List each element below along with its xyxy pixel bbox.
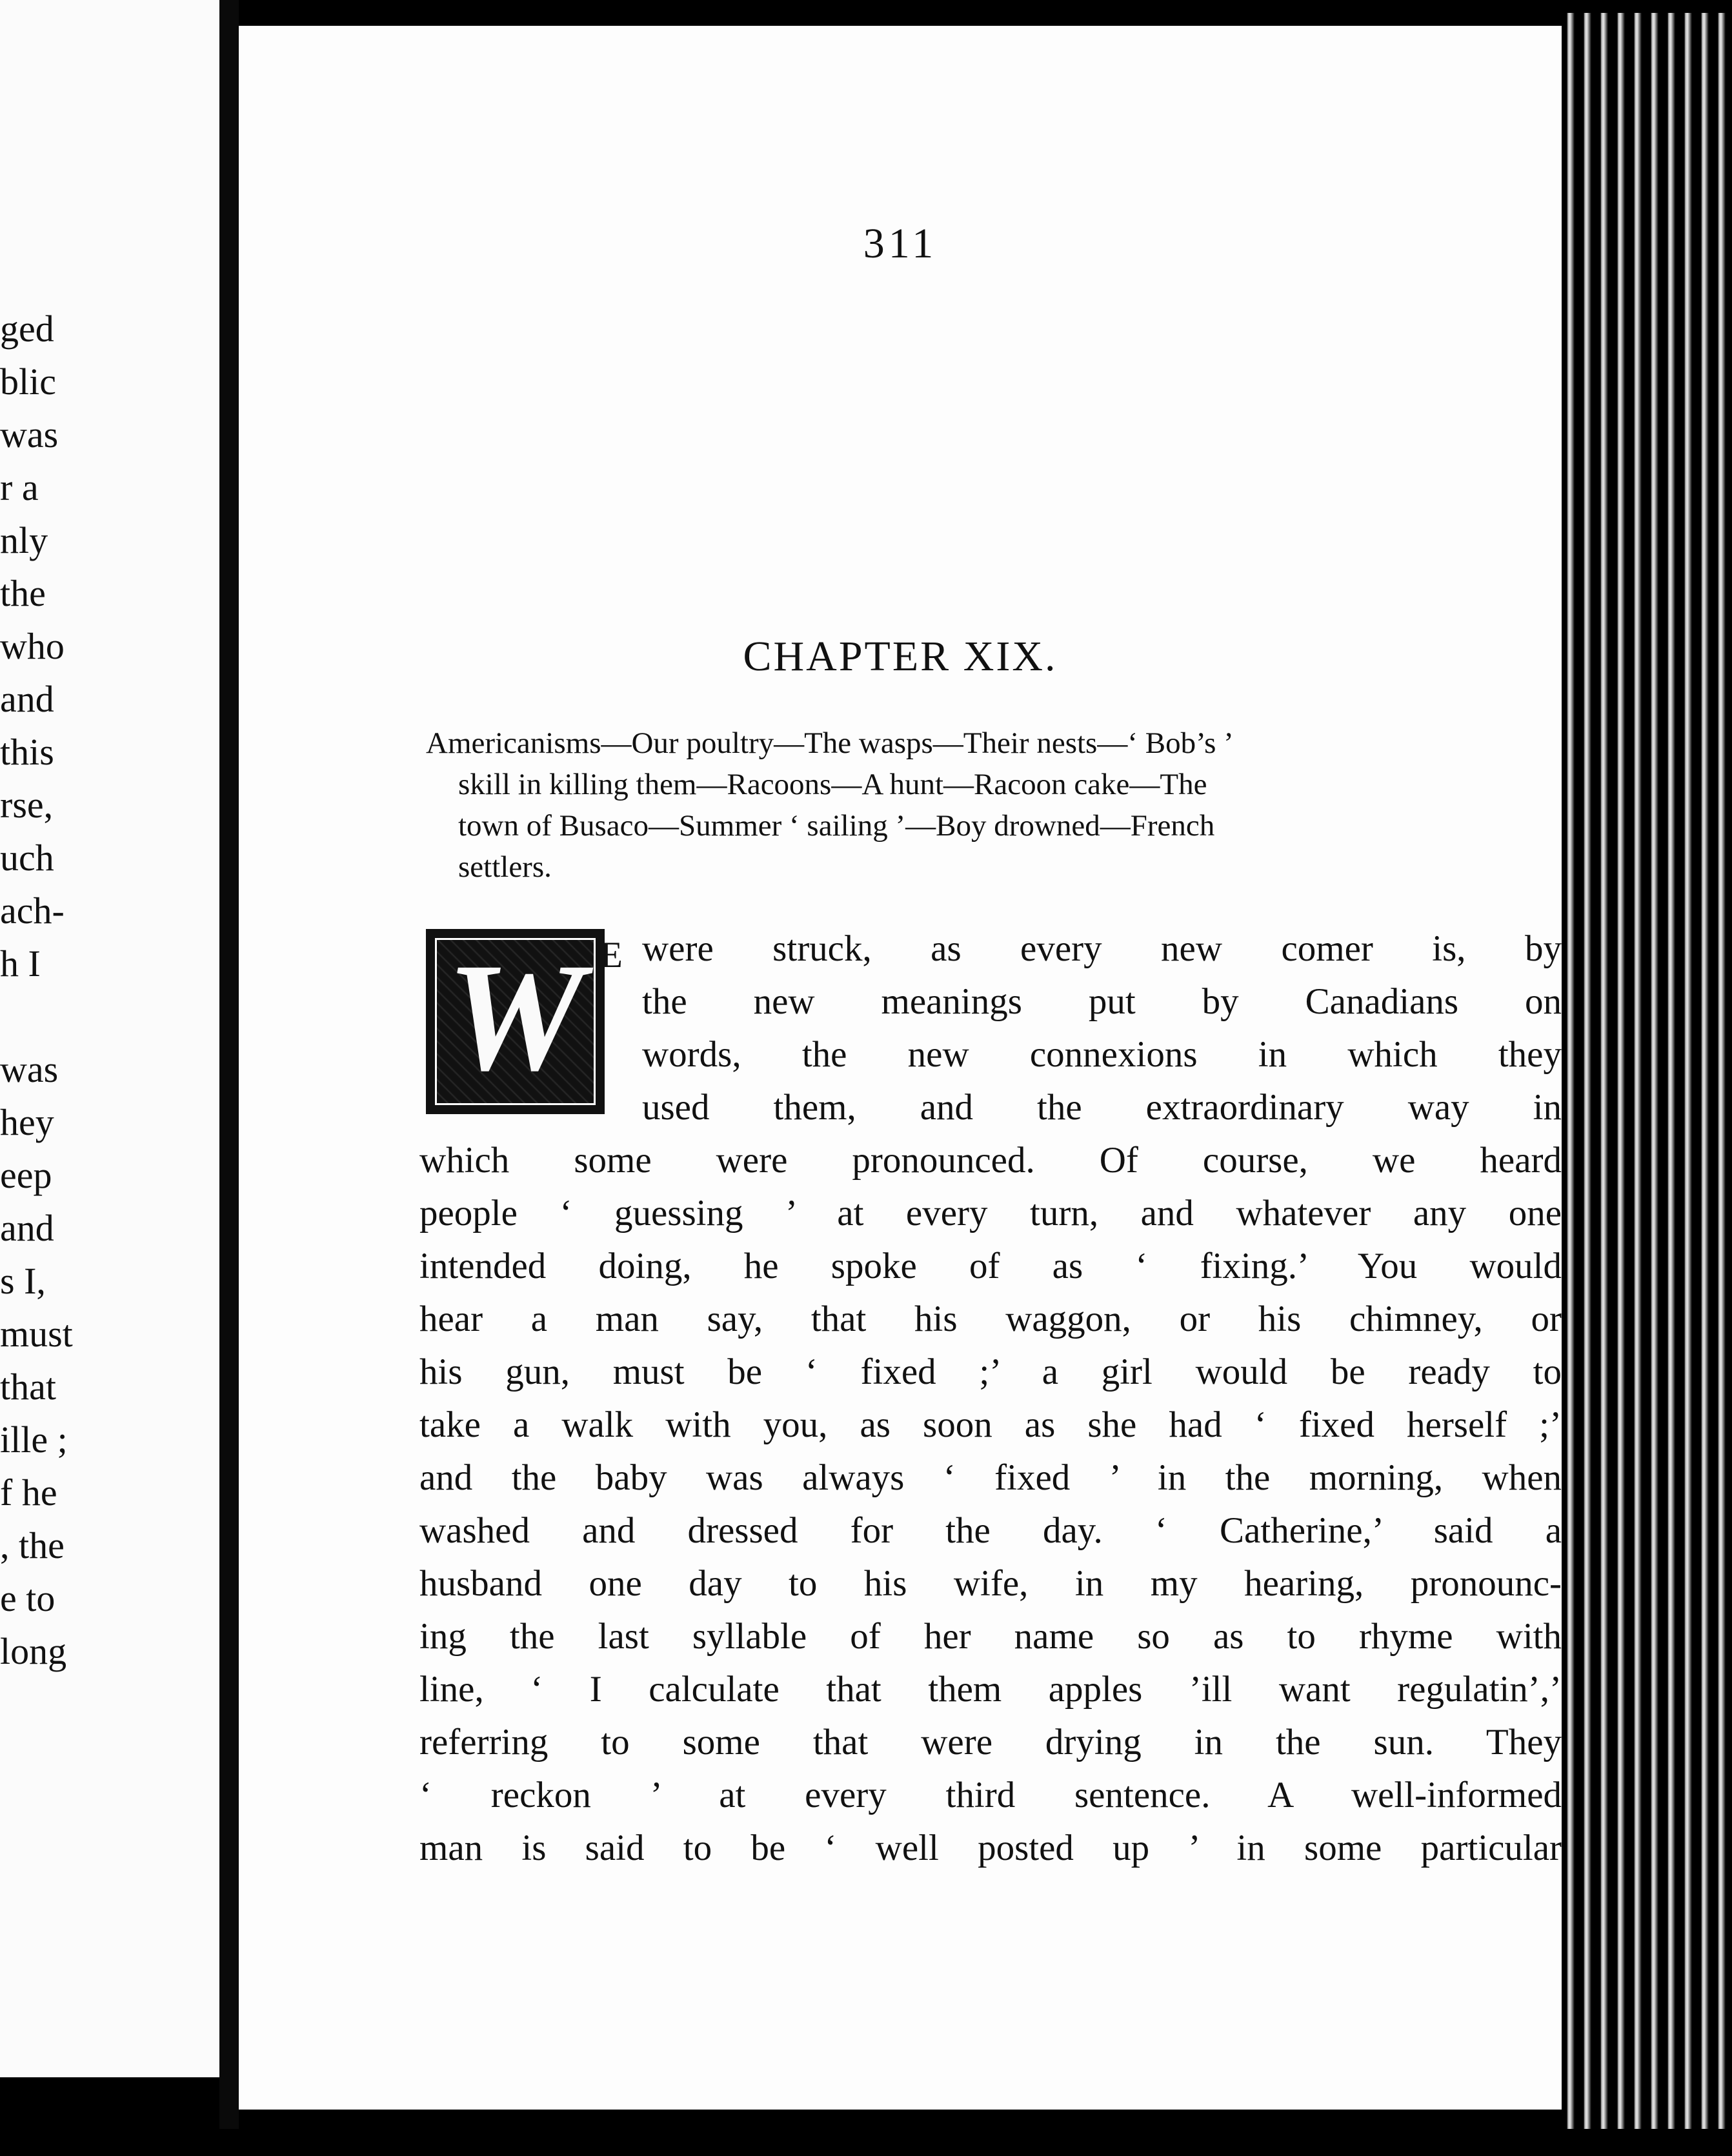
- body-line: man is said to be ‘ well posted up ’ in some particular: [419, 1828, 1562, 1868]
- page-edges: [1562, 13, 1732, 2129]
- left-page-line: nly: [0, 519, 48, 561]
- body-line: words, the new connexions in which they: [642, 1034, 1562, 1075]
- left-page-line: that: [0, 1366, 56, 1408]
- body-line: people ‘ guessing ’ at every turn, and whatever any one: [419, 1193, 1562, 1233]
- left-page-line: r a: [0, 466, 39, 508]
- chapter-title: CHAPTER XIX.: [743, 633, 1058, 680]
- left-page-line: [0, 991, 219, 1043]
- left-page-line: and: [0, 678, 54, 720]
- drop-cap-tail: E: [600, 935, 623, 975]
- left-page-line: f he: [0, 1472, 57, 1513]
- left-page-line: uch: [0, 837, 54, 879]
- left-page-line: this: [0, 731, 54, 773]
- body-line: take a walk with you, as soon as she had ‘ fixed herself ;’: [419, 1404, 1562, 1445]
- left-page-line: s I,: [0, 1260, 46, 1302]
- page-number: 311: [863, 220, 938, 267]
- left-page-line: ged: [0, 308, 54, 350]
- left-page-line: and: [0, 1207, 54, 1249]
- body-line: and the baby was always ‘ fixed ’ in the morning, when: [419, 1457, 1562, 1498]
- body-line: ing the last syllable of her name so as to rhyme with: [419, 1616, 1562, 1657]
- right-page: [239, 26, 1562, 2110]
- synopsis-line: settlers.: [458, 850, 552, 884]
- body-text: [419, 923, 1562, 1875]
- synopsis-line: town of Busaco—Summer ‘ sailing ’—Boy drowned—French: [458, 809, 1215, 843]
- body-line: the new meanings put by Canadians on: [642, 981, 1562, 1022]
- body-line: washed and dressed for the day. ‘ Catherine,’ said a: [419, 1510, 1562, 1551]
- left-page-line: blic: [0, 361, 56, 403]
- body-line: husband one day to his wife, in my hearing, pronounc-: [419, 1563, 1562, 1604]
- chapter-synopsis: [426, 723, 1562, 888]
- left-page-line: hey: [0, 1101, 54, 1143]
- left-page-line: must: [0, 1313, 73, 1355]
- drop-cap-letter: W: [446, 931, 585, 1103]
- left-page: [0, 0, 219, 2077]
- left-page-line: who: [0, 625, 65, 667]
- body-line: hear a man say, that his waggon, or his chimney, or: [419, 1299, 1562, 1339]
- body-line: used them, and the extraordinary way in: [642, 1087, 1562, 1128]
- body-line: line, ‘ I calculate that them apples ’ill want regulatin’,’: [419, 1669, 1562, 1710]
- body-line: his gun, must be ‘ fixed ;’ a girl would be ready to: [419, 1352, 1562, 1392]
- left-page-line: long: [0, 1630, 67, 1672]
- synopsis-line: skill in killing them—Racoons—A hunt—Racoon cake—The: [458, 768, 1207, 801]
- left-page-line: ach-: [0, 890, 65, 932]
- left-page-line: e to: [0, 1577, 55, 1619]
- left-page-line: rse,: [0, 784, 54, 826]
- left-page-line: was: [0, 414, 59, 455]
- body-line: were struck, as every new comer is, by: [642, 928, 1562, 969]
- body-line: ‘ reckon ’ at every third sentence. A well-informed: [419, 1775, 1562, 1815]
- book-gutter: [219, 0, 239, 2129]
- left-page-line: eep: [0, 1154, 52, 1196]
- left-page-line: h I: [0, 943, 41, 984]
- left-page-line: , the: [0, 1524, 65, 1566]
- synopsis-line: Americanisms—Our poultry—The wasps—Their nests—‘ Bob’s ’: [426, 726, 1234, 760]
- body-line: intended doing, he spoke of as ‘ fixing.’ You would: [419, 1246, 1562, 1286]
- body-line: referring to some that were drying in the sun. They: [419, 1722, 1562, 1762]
- body-line: which some were pronounced. Of course, we heard: [419, 1140, 1562, 1181]
- left-page-line: was: [0, 1048, 59, 1090]
- left-page-line: the: [0, 572, 46, 614]
- left-page-line: ille ;: [0, 1419, 68, 1461]
